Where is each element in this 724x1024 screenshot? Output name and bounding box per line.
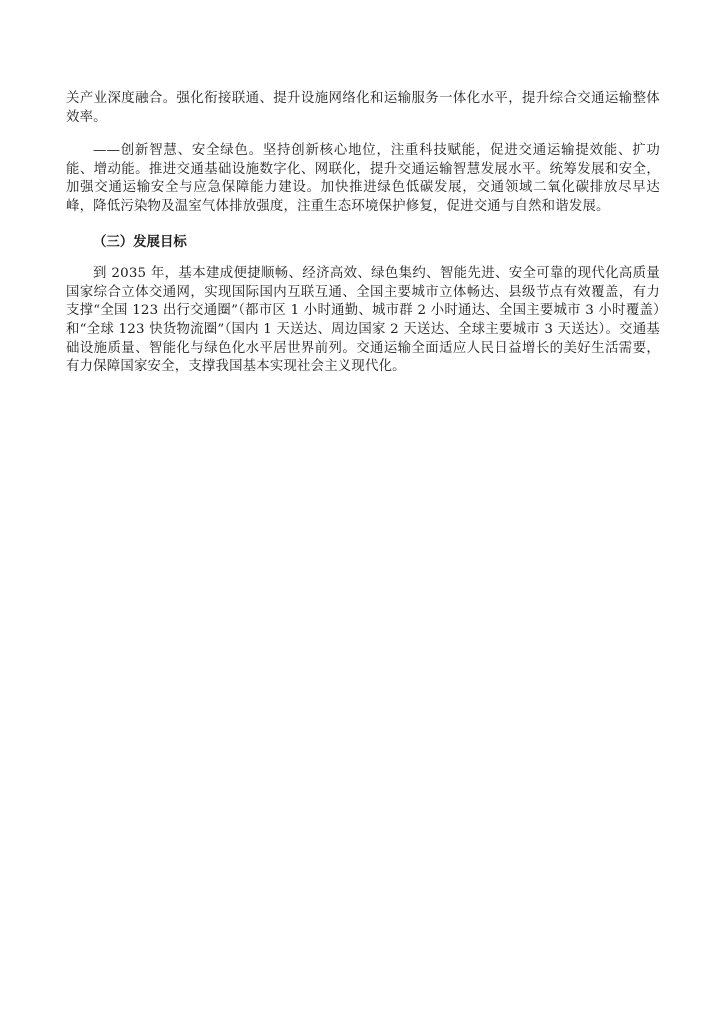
paragraph-2035-goals: 到 2035 年，基本建成便捷顺畅、经济高效、绿色集约、智能先进、安全可靠的现代化高质量国家综合立体交通网，实现国际国内互联互通、全国主要城市立体畅达、县级节点有效覆盖，有力支撑“全国 123 出行交通圈”（都市区 1 小时通勤、城市群 2 小时通达、全国主要城市 3 小时覆盖）和“全球 123 快货物流圈”（国内 1 天送达、周边国家 2 天送达、全球主要城市 3 天送达）。交通基础设施质量、智能化与绿色化水平居世界前列。交通运输全面适应人民日益增长的美好生活需要，有力保障国家安全，支撑我国基本实现社会主义现代化。 (66, 266, 660, 375)
section-heading-development-goals: （三）发展目标 (93, 234, 187, 250)
heading-spacer (66, 217, 660, 234)
document-body (66, 90, 660, 377)
paragraph-spacer (66, 127, 660, 142)
heading-spacer (66, 252, 660, 265)
paragraph-innovation-green: ——创新智慧、安全绿色。坚持创新核心地位，注重科技赋能，促进交通运输提效能、扩功能、增动能。推进交通基础设施数字化、网联化，提升交通运输智慧发展水平。统筹发展和安全，加强交通运输安全与应急保障能力建设。加快推进绿色低碳发展，交通领域二氧化碳排放尽早达峰，降低污染物及温室气体排放强度，注重生态环境保护修复，促进交通与自然和谐发展。 (66, 143, 660, 214)
paragraph-integration-efficiency: 关产业深度融合。强化衔接联通、提升设施网络化和运输服务一体化水平，提升综合交通运输整体效率。 (66, 91, 660, 125)
